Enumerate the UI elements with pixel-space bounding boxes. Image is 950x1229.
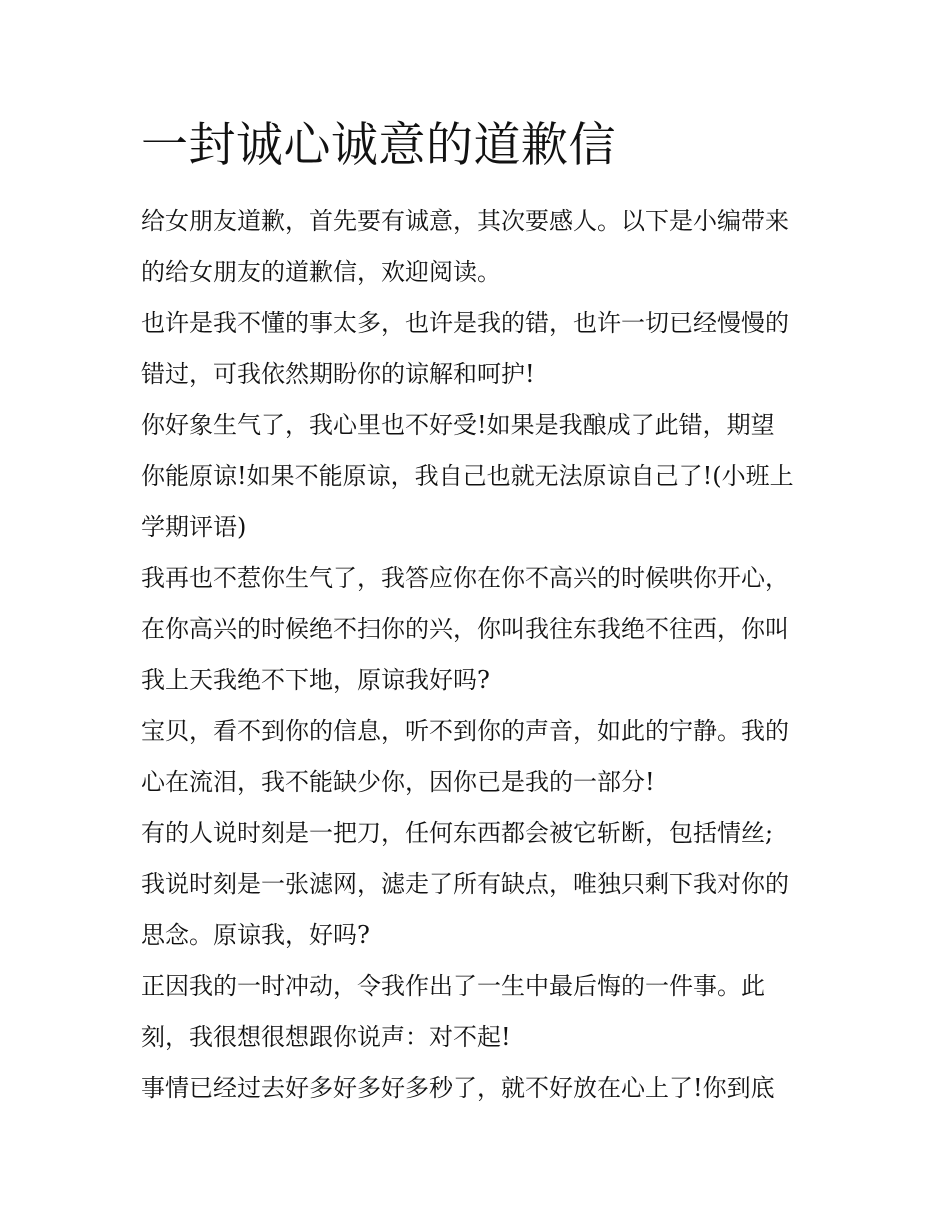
paragraph-line: 宝贝，看不到你的信息，听不到你的声音，如此的宁静。我的 <box>141 717 789 745</box>
paragraph-line: 正因我的一时冲动，令我作出了一生中最后悔的一件事。此 <box>141 972 765 1000</box>
paragraph-line: 思念。原谅我，好吗? <box>141 921 370 949</box>
paragraph-line: 事情已经过去好多好多好多秒了，就不好放在心上了!你到底 <box>141 1074 775 1102</box>
paragraph-line: 错过，可我依然期盼你的谅解和呵护! <box>141 360 535 388</box>
paragraph-line: 我上天我绝不下地，原谅我好吗? <box>141 666 490 694</box>
paragraph-line: 你好象生气了，我心里也不好受!如果是我酿成了此错，期望 <box>141 411 775 439</box>
paragraph-line: 给女朋友道歉，首先要有诚意，其次要感人。以下是小编带来 <box>141 207 789 235</box>
paragraph-line: 我说时刻是一张滤网，滤走了所有缺点，唯独只剩下我对你的 <box>141 870 789 898</box>
paragraph-line: 有的人说时刻是一把刀，任何东西都会被它斩断，包括情丝; <box>141 819 774 847</box>
paragraph-line: 刻，我很想很想跟你说声：对不起! <box>141 1023 511 1051</box>
paragraph-line: 学期评语) <box>141 513 247 541</box>
paragraph-line: 我再也不惹你生气了，我答应你在你不高兴的时候哄你开心， <box>141 564 789 592</box>
paragraph-line: 心在流泪，我不能缺少你，因你已是我的一部分! <box>141 768 655 796</box>
document-title: 一封诚心诚意的道歉信 <box>141 118 616 173</box>
paragraph-line: 你能原谅!如果不能原谅，我自己也就无法原谅自己了!(小班上 <box>141 462 794 490</box>
paragraph-line: 也许是我不懂的事太多，也许是我的错，也许一切已经慢慢的 <box>141 309 789 337</box>
paragraph-line: 在你高兴的时候绝不扫你的兴，你叫我往东我绝不往西，你叫 <box>141 615 789 643</box>
paragraph-line: 的给女朋友的道歉信，欢迎阅读。 <box>141 258 501 286</box>
